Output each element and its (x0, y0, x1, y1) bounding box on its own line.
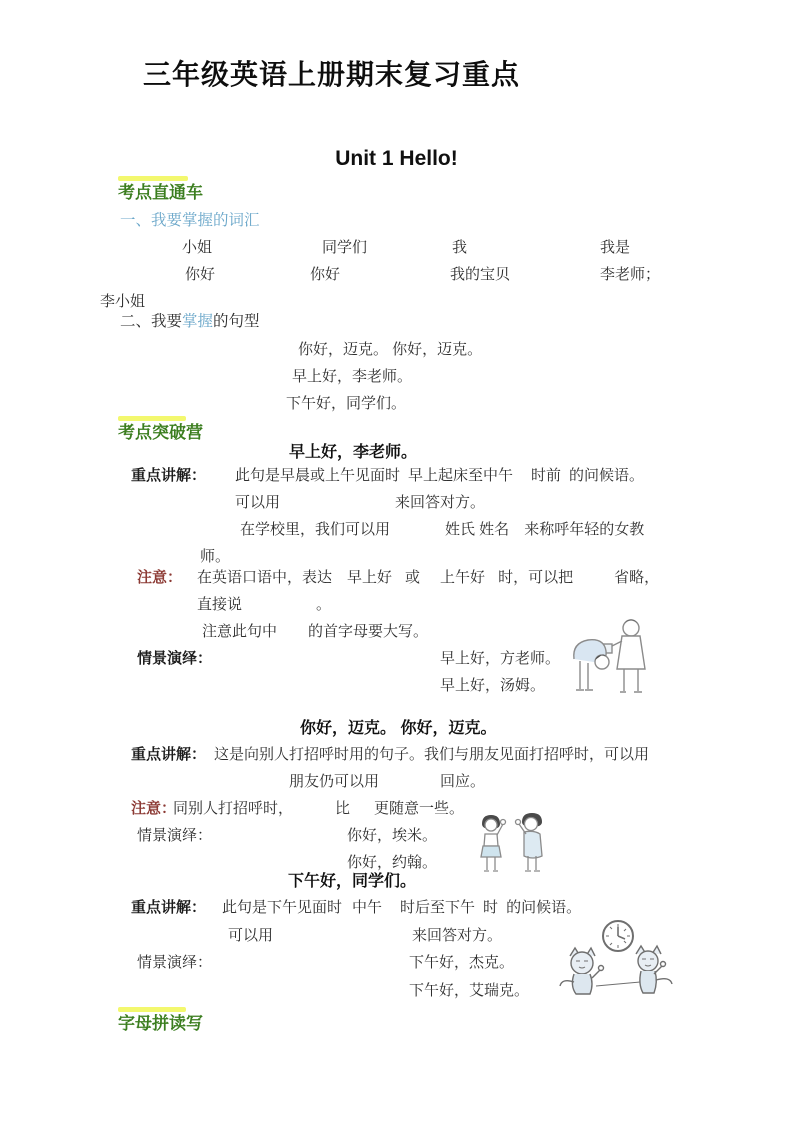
patterns-subheading-prefix: 二、我要 (120, 313, 183, 330)
text-segment: 早上起床至中午 (408, 467, 514, 484)
vocab-subheading-number: 一、 (120, 212, 152, 229)
pattern-sentence: 早上好，李老师。 (292, 368, 413, 385)
vocab-word: 你好 (310, 266, 341, 283)
explain-line (289, 773, 485, 792)
text-segment: 直接说 (197, 596, 243, 613)
text-segment: 时，可以把 (498, 569, 574, 586)
explain-label: 重点讲解： (131, 746, 207, 763)
explain-line (240, 521, 644, 540)
text-segment: 姓氏 姓名 (445, 521, 510, 538)
text-segment: 早上好 (347, 569, 393, 586)
vocab-word: 李老师； (600, 266, 661, 283)
vocab-subheading-text: 我要掌握的词汇 (151, 212, 260, 229)
text-segment: 上午好 (440, 569, 486, 586)
yellow-highlight-bar (118, 176, 188, 181)
vocab-word: 我的宝贝 (450, 266, 511, 283)
note-line (197, 569, 659, 588)
explain-label: 重点讲解： (131, 899, 207, 916)
note-line (173, 800, 464, 819)
pattern-sentence: 下午好，同学们。 (286, 395, 407, 412)
note-label: 注意： (137, 569, 183, 586)
answer-blank (390, 533, 445, 534)
explain-line (235, 494, 485, 513)
text-segment: 朋友仍可以用 (289, 773, 380, 790)
answer-blank (277, 635, 308, 636)
topic-heading: 你好，迈克。 你好，迈克。 (300, 720, 497, 737)
scene-dialogue: 早上好，方老师。 (440, 650, 561, 667)
section-header-breakthrough: 考点突破营 (118, 423, 203, 442)
text-segment: 可以用 (228, 927, 274, 944)
pattern-sentence: 你好，迈克。 你好，迈克。 (298, 341, 483, 358)
explain-line (222, 899, 581, 918)
text-segment: 的问候语。 (506, 899, 582, 916)
answer-blank (242, 608, 316, 609)
topic-heading: 早上好，李老师。 (289, 444, 418, 461)
scene-label: 情景演绎： (137, 827, 213, 844)
text-segment: 在学校里，我们可以用 (240, 521, 391, 538)
vocab-word: 我 (452, 239, 468, 256)
vocab-subheading (120, 211, 260, 230)
vocab-word: 你好 (185, 266, 216, 283)
text-segment: 更随意一些。 (374, 800, 465, 817)
answer-blank (379, 785, 440, 786)
vocab-word: 李小姐 (100, 293, 146, 310)
topic-heading: 下午好，同学们。 (288, 873, 417, 890)
page-title: 三年级英语上册期末复习重点 (143, 59, 521, 90)
scene-dialogue: 你好，约翰。 (347, 854, 438, 871)
text-segment: 比 (335, 800, 351, 817)
vocab-word: 小姐 (182, 239, 213, 256)
text-segment: 回应。 (440, 773, 486, 790)
answer-blank (293, 812, 335, 813)
note-line (202, 623, 428, 642)
vocab-word: 我是 (600, 239, 631, 256)
text-segment: 来称呼年轻的女教 (524, 521, 645, 538)
note-label: 注意： (131, 800, 177, 817)
answer-blank (273, 939, 412, 940)
answer-blank (573, 581, 614, 582)
yellow-highlight-bar (118, 1007, 186, 1012)
text-segment: 时后至下午 (400, 899, 476, 916)
scene-dialogue: 早上好，汤姆。 (440, 677, 546, 694)
answer-blank (280, 506, 395, 507)
illustration-student-bowing-to-teacher-icon (558, 615, 658, 697)
text-segment: 的首字母要大写。 (308, 623, 429, 640)
section-header-exam-points: 考点直通车 (118, 183, 203, 202)
text-segment: 。 (316, 596, 332, 613)
text-segment: 时 (483, 899, 499, 916)
explain-line (235, 467, 644, 486)
unit-title: Unit 1 Hello! (335, 147, 458, 170)
explain-line: 这是向别人打招呼时用的句子。我们与朋友见面打招呼时，可以用 (214, 746, 650, 763)
text-segment: 在英语口语中，表达 (197, 569, 333, 586)
section-header-letters: 字母拼读写 (118, 1014, 203, 1033)
text-segment: 或 (405, 569, 421, 586)
text-segment: 注意此句中 (202, 623, 278, 640)
illustration-boy-and-girl-waving-icon (470, 812, 558, 878)
illustration-clock-and-two-cats-icon (552, 916, 680, 1000)
text-segment: 时前 (531, 467, 562, 484)
text-segment: 此句是下午见面时 (222, 899, 343, 916)
scene-dialogue: 下午好，杰克。 (409, 954, 515, 971)
patterns-subheading-suffix: 的句型 (213, 313, 260, 330)
patterns-subheading-highlight: 掌握 (182, 313, 214, 330)
text-segment: 可以用 (235, 494, 281, 511)
scene-dialogue: 你好，埃米。 (347, 827, 438, 844)
text-segment: 同别人打招呼时， (173, 800, 294, 817)
text-segment: 中午 (352, 899, 383, 916)
answer-blank (350, 812, 374, 813)
scene-label: 情景演绎： (137, 954, 213, 971)
vocab-word: 同学们 (322, 239, 368, 256)
patterns-subheading (120, 312, 260, 331)
scene-dialogue: 下午好，艾瑞克。 (409, 982, 530, 999)
scene-label: 情景演绎： (137, 650, 213, 667)
text-segment: 省略， (614, 569, 660, 586)
note-line (197, 596, 331, 615)
explain-label: 重点讲解： (131, 467, 207, 484)
text-segment: 此句是早晨或上午见面时 (235, 467, 401, 484)
explain-line (228, 927, 502, 946)
text-segment: 来回答对方。 (412, 927, 503, 944)
text-segment: 来回答对方。 (395, 494, 486, 511)
text-segment: 的问候语。 (569, 467, 645, 484)
yellow-highlight-bar (118, 416, 186, 421)
explain-line: 师。 (200, 548, 231, 565)
